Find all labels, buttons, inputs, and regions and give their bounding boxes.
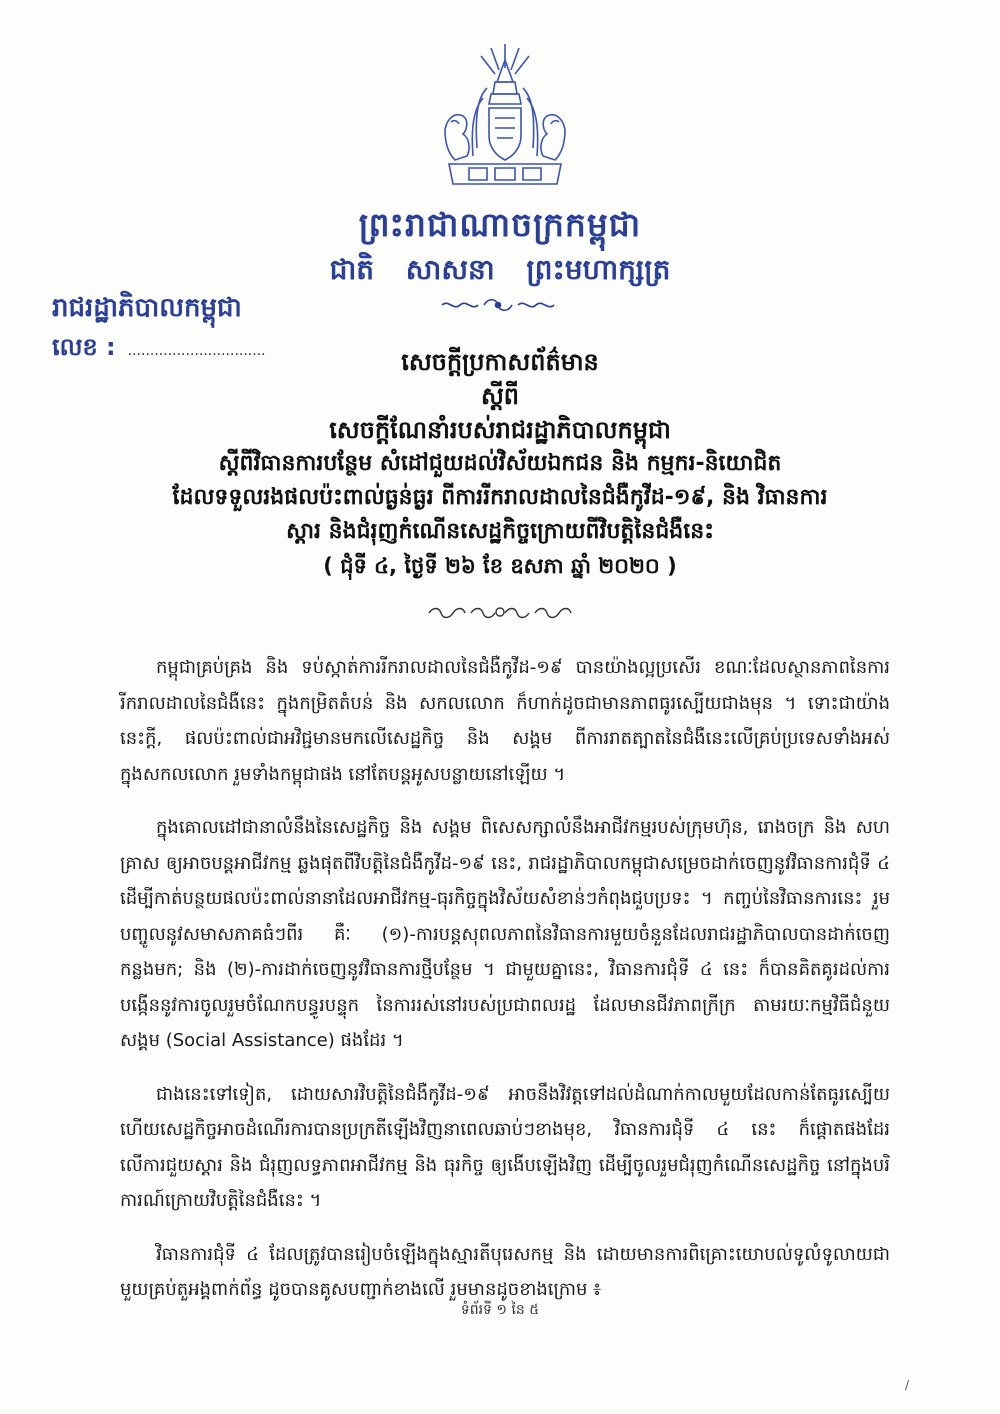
- ornament-divider-icon: [438, 296, 558, 314]
- paragraph: ជាងនេះទៅទៀត, ដោយសារវិបត្តិនៃជំងឺកូវីដ-១៩ អាចនឹងវិវត្តទៅដល់ដំណាក់កាលមួយដែលកាន់តែធូរស្បើយ ហើយសេដ្ឋកិច្ចអាចដំណើរការបានប្រក្រតីឡើងវិញនាពេលឆាប់ៗខាងមុខ, វិធានការជុំទី ៤ នេះ ក៏ផ្តោតផងដែរ លើការជួយស្តារ និង ជំរុញលទ្ធភាពអាជីវកម្ម និង ធុរកិច្ច ឲ្យងើបឡើងវិញ ដើម្បីចូលរួមជំរុញកំណើនសេដ្ឋកិច្ច នៅក្នុងបរិការណ៍ក្រោយវិបត្តិនៃជំងឺនេះ ។: [120, 1083, 890, 1211]
- title-line-3: សេចក្តីណែនាំរបស់រាជរដ្ឋាភិបាលកម្ពុជា: [329, 416, 671, 444]
- title-line-2: ស្តីពី: [480, 382, 520, 410]
- page-number: ទំព័រទី ១ នៃ ៥: [460, 1302, 540, 1318]
- kingdom-title: ព្រះរាជាណាចក្រកម្ពុជា: [358, 205, 642, 244]
- title-line-6: ស្តារ និងជំរុញកំណើនសេដ្ឋកិច្ចក្រោយពីវិបត្តិនៃជំងឺនេះ: [286, 519, 714, 544]
- kingdom-motto: ជាតិ សាសនា ព្រះមហាក្សត្រ: [329, 253, 671, 286]
- title-date: ( ជុំទី ៤, ថ្ងៃទី ២៦ ខែ ឧសភា ឆ្នាំ ២០២០ ): [323, 554, 677, 578]
- paragraph: ក្នុងគោលដៅជានាលំនឹងនៃសេដ្ឋកិច្ច និង សង្គម ពិសេសក្សាលំនឹងអាជីវកម្មរបស់ក្រុមហ៊ុន, រោងចក្រ និង សហគ្រាស ឲ្យអាចបន្តអាជីវកម្ម ឆ្លងផុតពីវិបត្តិនៃជំងឺកូវីដ-១៩ នេះ, រាជរដ្ឋាភិបាលកម្ពុជាសម្រេចដាក់ចេញនូវវិធានការជុំទី ៤ ដើម្បីកាត់បន្ថយផលប៉ះពាល់នានាដែលអាជីវកម្ម-ធុរកិច្ចក្នុងវិស័យសំខាន់ៗកំពុងជួបប្រទះ ។ កញ្ចប់នៃវិធានការនេះ រួមបញ្ចូលនូវសមាសភាគធំៗពីរ គឺៈ (១)-ការបន្តសុពលភាពនៃវិធានការមួយចំនួនដែលរាជរដ្ឋាភិបាលបានដាក់ចេញកន្លងមក; និង (២)-ការដាក់ចេញនូវវិធានការថ្មីបន្ថែម ។ ជាមួយគ្នានេះ, វិធានការជុំទី ៤ នេះ ក៏បានគិតគូរដល់ការបង្កើននូវការចូលរួមចំណែកបន្ធូរបន្ទុក នៃការរស់នៅរបស់ប្រជាពលរដ្ឋ ដែលមានជីវភាពក្រីក្រ តាមរយៈកម្មវិធីជំនួយសង្គម (Social Assistance) ផងដែរ ។: [120, 817, 890, 1051]
- title-line-1: សេចក្តីប្រកាសព័ត៌មាន: [401, 348, 599, 376]
- paragraph: កម្ពុជាគ្រប់គ្រង និង ទប់ស្កាត់ការរីករាលដាលនៃជំងឺកូវីដ-១៩ បានយ៉ាងល្អប្រសើរ ខណៈដែលស្ថានភាពនៃការរីករាលដាលនៃជំងឺនេះ ក្នុងកម្រិតតំបន់ និង សកលលោក ក៏ហាក់ដូចជាមានភាពធូរស្បើយជាងមុន ។ ទោះជាយ៉ាងនេះក្តី, ផលប៉ះពាល់ជាអវិជ្ជមានមកលើសេដ្ឋកិច្ច និង សង្គម ពីការរាតត្បាតនៃជំងឺនេះលើគ្រប់ប្រទេសទាំងអស់ក្នុងសកលលោក រួមទាំងកម្ពុជាផង នៅតែបន្តអូសបន្លាយនៅឡើយ ។: [120, 657, 890, 785]
- corner-mark: /: [905, 1378, 910, 1392]
- body-text: [120, 650, 890, 1326]
- reference-placeholder: ...............................: [127, 343, 266, 359]
- title-line-5: ដែលទទួលរងផលប៉ះពាល់ធ្ងន់ធ្ងរ ពីការរីករាលដាលនៃជំងឺកូវីដ-១៩, និង វិធានការ: [172, 485, 828, 510]
- title-block: [120, 345, 880, 583]
- reference-label: លេខ :: [52, 333, 116, 361]
- ornament-divider-icon: [425, 603, 575, 621]
- royal-coat-of-arms-icon: [425, 38, 585, 198]
- paragraph: វិធានការជុំទី ៤ ដែលត្រូវបានរៀបចំឡើងក្នុងស្មារតីបុរេសកម្ម និង ដោយមានការពិគ្រោះយោបល់ទូលំទូលាយជាមួយគ្រប់តួអង្គពាក់ព័ន្ធ ដូចបានគូសបញ្ជាក់ខាងលើ រួមមានដូចខាងក្រោម ៖: [120, 1243, 890, 1300]
- title-line-4: ស្តីពីវិធានការបន្ថែម សំដៅជួយដល់វិស័យឯកជន និង កម្មករ-និយោជិត: [218, 451, 782, 476]
- government-name: រាជរដ្ឋាភិបាលកម្ពុជា: [52, 293, 242, 323]
